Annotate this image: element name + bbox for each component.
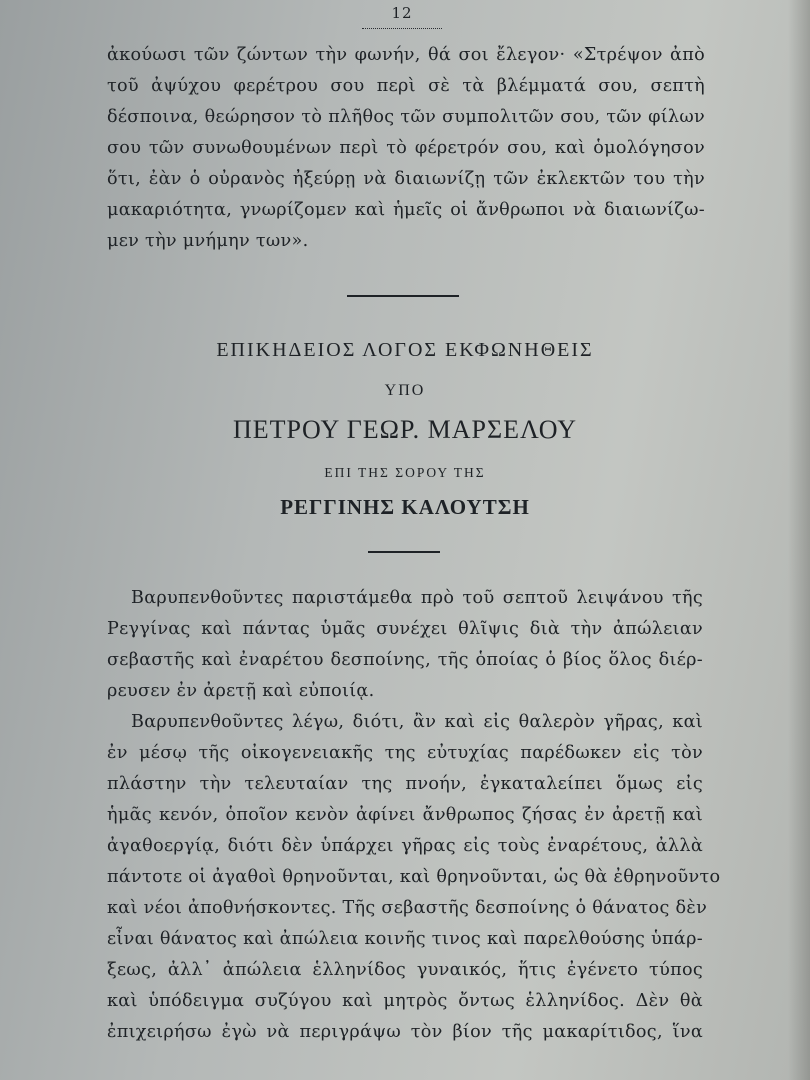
text-line: ἀκούωσι τῶν ζώντων τὴν φωνήν, θά σοι ἔλεγον· «Στρέψον ἀπὸ [107,45,705,65]
page-number-rule [362,28,442,29]
heading-epi: ΕΠΙ ΤΗΣ ΣΟΡΟΥ ΤΗΣ [324,465,486,480]
heading-title: ΕΠΙΚΗΔΕΙΟΣ ΛΟΓΟΣ ΕΚΦΩΝΗΘΕΙΣ [216,339,594,361]
paragraph-2-line: πάντοτε οἱ ἀγαθοὶ θρηνοῦνται, καὶ θρηνοῦνται, ὡς θὰ ἐθρηνοῦντο [107,867,721,887]
paragraph-2-line: ἡμᾶς κενόν, ὁποῖον κενὸν ἀφίνει ἄνθρωπος ζήσας ἐν ἀρετῇ καὶ [107,805,703,825]
body-text-block [107,583,721,1048]
paragraph-2-line: ἐν μέσῳ τῆς οἰκογενειακῆς της εὐτυχίας παρέδωκεν εἰς τὸν [107,743,703,763]
paragraph-2-line: καὶ νέοι ἀποθνήσκοντες. Τῆς σεβαστῆς δεσποίνης ὁ θάνατος δὲν [107,898,708,918]
paragraph-1-line: Ρεγγίνας καὶ πάντας ὑμᾶς συνέχει θλῖψις διὰ τὴν ἀπώλειαν [107,619,703,639]
text-line: μακαριότητα, γνωρίζομεν καὶ ἡμεῖς οἱ ἄνθρωποι νὰ διαιωνίζω- [107,200,705,220]
paragraph-2-line: ἐπιχειρήσω ἐγὼ νὰ περιγράψω τὸν βίον τῆς μακαρίτιδος, ἵνα [107,1022,703,1042]
paragraph-2-line: πλάστην τὴν τελευταίαν της πνοήν, ἐγκαταλείπει ὅμως εἰς [107,774,703,794]
page-number: 12 [391,4,413,22]
paragraph-2-line: εἶναι θάνατος καὶ ἀπώλεια κοινῆς τινος καὶ παρελθούσης ὑπάρ- [107,929,703,949]
paragraph-2-line: Βαρυπενθοῦντες λέγω, διότι, ἂν καὶ εἰς θαλερὸν γῆρας, καὶ [131,712,703,732]
heading-ypo: ΥΠΟ [384,382,426,399]
paragraph-2-line: καὶ ὑπόδειγμα συζύγου καὶ μητρὸς ὄντως ἑλληνίδος. Δὲν θὰ [107,991,703,1011]
paragraph-1-line: Βαρυπενθοῦντες παριστάμεθα πρὸ τοῦ σεπτοῦ λειψάνου τῆς [131,588,703,608]
paragraph-2-line: ἀγαθοεργίᾳ, διότι δὲν ὑπάρχει γῆρας εἰς τοὺς ἐναρέτους, ἀλλὰ [107,836,703,856]
page-edge-shadow [788,0,810,1080]
text-line: δέσποινα, θεώρησον τὸ πλῆθος τῶν συμπολιτῶν σου, τῶν φίλων [107,107,705,127]
paragraph-1-line: σεβαστῆς καὶ ἐναρέτου δεσποίνης, τῆς ὁποίας ὁ βίος ὅλος διέρ- [107,650,703,670]
paragraph-2-line: ξεως, ἀλλ᾽ ἀπώλεια ἑλληνίδος γυναικός, ἥτις ἐγένετο τύπος [107,960,703,980]
paragraph-1-line: ρευσεν ἐν ἀρετῇ καὶ εὐποιίᾳ. [107,681,375,701]
heading-author: ΠΕΤΡΟΥ ΓΕΩΡ. ΜΑΡΣΕΛΟΥ [232,415,578,444]
top-text-block [107,40,705,257]
text-line: ὅτι, ἐὰν ὁ οὐρανὸς ἠξεύρῃ νὰ διαιωνίζῃ τῶν ἐκλεκτῶν του τὴν [107,169,705,189]
text-line: τοῦ ἀψύχου φερέτρου σου περὶ σὲ τὰ βλέμματά σου, σεπτὴ [107,76,705,96]
text-line: σου τῶν συνωθουμένων περὶ τὸ φέρετρόν σου, καὶ ὁμολόγησον [107,138,705,158]
section-divider [347,295,459,297]
heading-name: ΡΕΓΓΙΝΗΣ ΚΑΛΟΥΤΣΗ [280,495,530,519]
heading-divider [368,551,440,553]
text-line: μεν τὴν μνήμην των». [107,231,309,251]
